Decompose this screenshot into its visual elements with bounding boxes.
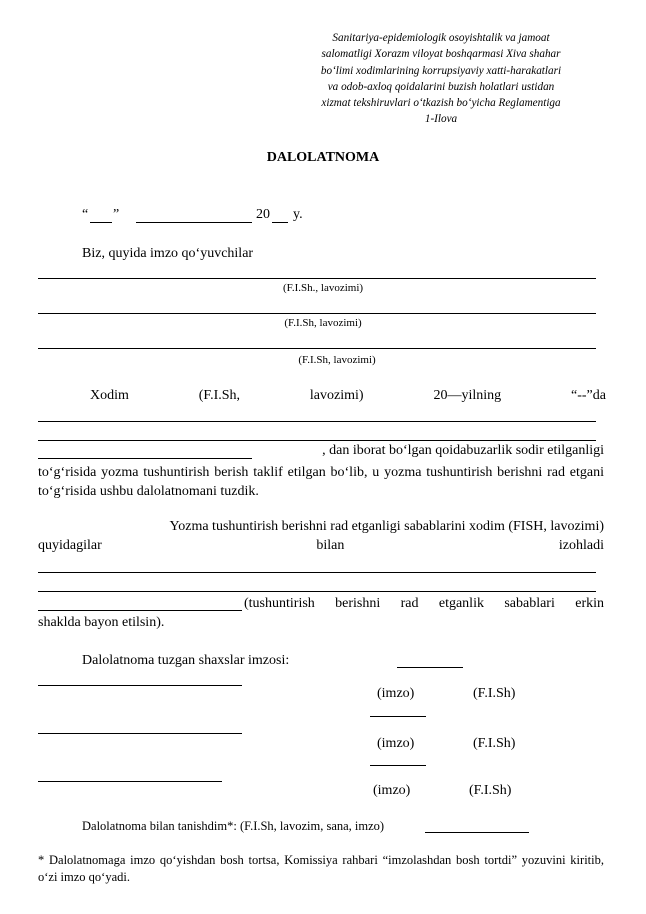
header-note-line: xizmat tekshiruvlari o‘tkazish bo‘yicha Reglamentiga bbox=[321, 97, 561, 110]
year-blank[interactable] bbox=[272, 222, 288, 223]
reason-line-3[interactable] bbox=[38, 610, 242, 611]
paragraph2-line1: Yozma tushuntirish berishni rad etganligi sabablarini xodim (FISH, lavozimi) bbox=[169, 519, 604, 534]
fish-label: (F.I.Sh) bbox=[473, 686, 516, 701]
fish-label: (F.I.Sh) bbox=[469, 783, 512, 798]
paragraph1-tail: , dan iborat bo‘lgan qoidabuzarlik sodir etilganligi bbox=[322, 443, 604, 458]
acknowledged-text: Dalolatnoma bilan tanishdim*: (F.I.Sh, lavozim, sana, imzo) bbox=[82, 819, 385, 833]
header-note-line: 1-Ilova bbox=[424, 113, 458, 126]
paragraph1-body: to‘g‘risida yozma tushuntirish berish taklif etilgan bo‘lib, u yozma tushuntirish berishni rad etgani to‘g‘risida ushbu dalolatnomani tuzdik. bbox=[38, 465, 604, 499]
employee-word: lavozimi) bbox=[309, 388, 364, 403]
employee-word: (F.I.Sh, bbox=[198, 388, 241, 403]
imzo-label: (imzo) bbox=[373, 783, 411, 798]
header-note-line: va odob-axloq qoidalarini buzish holatlari ustidan bbox=[327, 80, 555, 93]
p2-word: quyidagilar bbox=[38, 538, 102, 553]
imzo-label: (imzo) bbox=[377, 686, 415, 701]
signature-blank-3[interactable] bbox=[370, 765, 426, 766]
year-suffix: y. bbox=[293, 207, 303, 222]
day-blank[interactable] bbox=[90, 222, 112, 223]
reason-line-2[interactable] bbox=[38, 591, 596, 592]
month-blank[interactable] bbox=[136, 222, 252, 223]
signer-name-line-2[interactable] bbox=[38, 733, 242, 734]
p2-word: izohladi bbox=[558, 538, 604, 553]
intro-text: Biz, quyida imzo qo‘yuvchilar bbox=[82, 246, 254, 261]
employee-word: Xodim bbox=[90, 388, 129, 403]
employee-word: 20—yilning bbox=[433, 388, 502, 403]
caption-1: (F.I.Sh., lavozimi) bbox=[282, 282, 364, 294]
signature-blank-top[interactable] bbox=[397, 667, 463, 668]
paragraph2-end: shaklda bayon etilsin). bbox=[38, 615, 165, 630]
fish-label: (F.I.Sh) bbox=[473, 736, 516, 751]
signer-line-2[interactable] bbox=[38, 313, 596, 314]
employee-line bbox=[90, 388, 606, 404]
signer-line-3[interactable] bbox=[38, 348, 596, 349]
p2-word: bilan bbox=[316, 538, 345, 553]
header-note-line: salomatligi Xorazm viloyat boshqarmasi Xiva shahar bbox=[321, 48, 561, 61]
acknowledged-blank[interactable] bbox=[425, 832, 529, 833]
signature-blank-2[interactable] bbox=[370, 716, 426, 717]
signer-name-line-3[interactable] bbox=[38, 781, 222, 782]
year-prefix: 20 bbox=[256, 207, 270, 222]
date-close-quote: ” bbox=[113, 207, 120, 222]
signer-name-line-1[interactable] bbox=[38, 685, 242, 686]
paragraph2-tail: (tushuntirish berishni rad etganlik sabablari erkin bbox=[244, 596, 604, 611]
paragraph2-line2 bbox=[38, 538, 604, 554]
violation-line-3[interactable] bbox=[38, 458, 252, 459]
footnote: * Dalolatnomaga imzo qo‘yishdan bosh tortsa, Komissiya rahbari “imzolashdan bosh tortdi” yozuvini kiritib, o‘zi imzo qo‘yadi. bbox=[38, 853, 604, 884]
header-note bbox=[296, 30, 586, 128]
document-title: DALOLATNOMA bbox=[266, 150, 380, 165]
caption-2: (F.I.Sh, lavozimi) bbox=[284, 317, 362, 329]
violation-line-2[interactable] bbox=[38, 440, 596, 441]
signatures-heading: Dalolatnoma tuzgan shaxslar imzosi: bbox=[82, 653, 290, 668]
violation-line-1[interactable] bbox=[38, 421, 596, 422]
employee-word: “--”da bbox=[571, 388, 606, 403]
imzo-label: (imzo) bbox=[377, 736, 415, 751]
header-note-line: bo‘limi xodimlarining korrupsiyaviy xatti-harakatlari bbox=[320, 64, 562, 77]
signer-line-1[interactable] bbox=[38, 278, 596, 279]
reason-line-1[interactable] bbox=[38, 572, 596, 573]
header-note-line: Sanitariya-epidemiologik osoyishtalik va jamoat bbox=[332, 32, 550, 44]
date-open-quote: “ bbox=[82, 207, 89, 222]
caption-3: (F.I.Sh, lavozimi) bbox=[298, 354, 376, 366]
